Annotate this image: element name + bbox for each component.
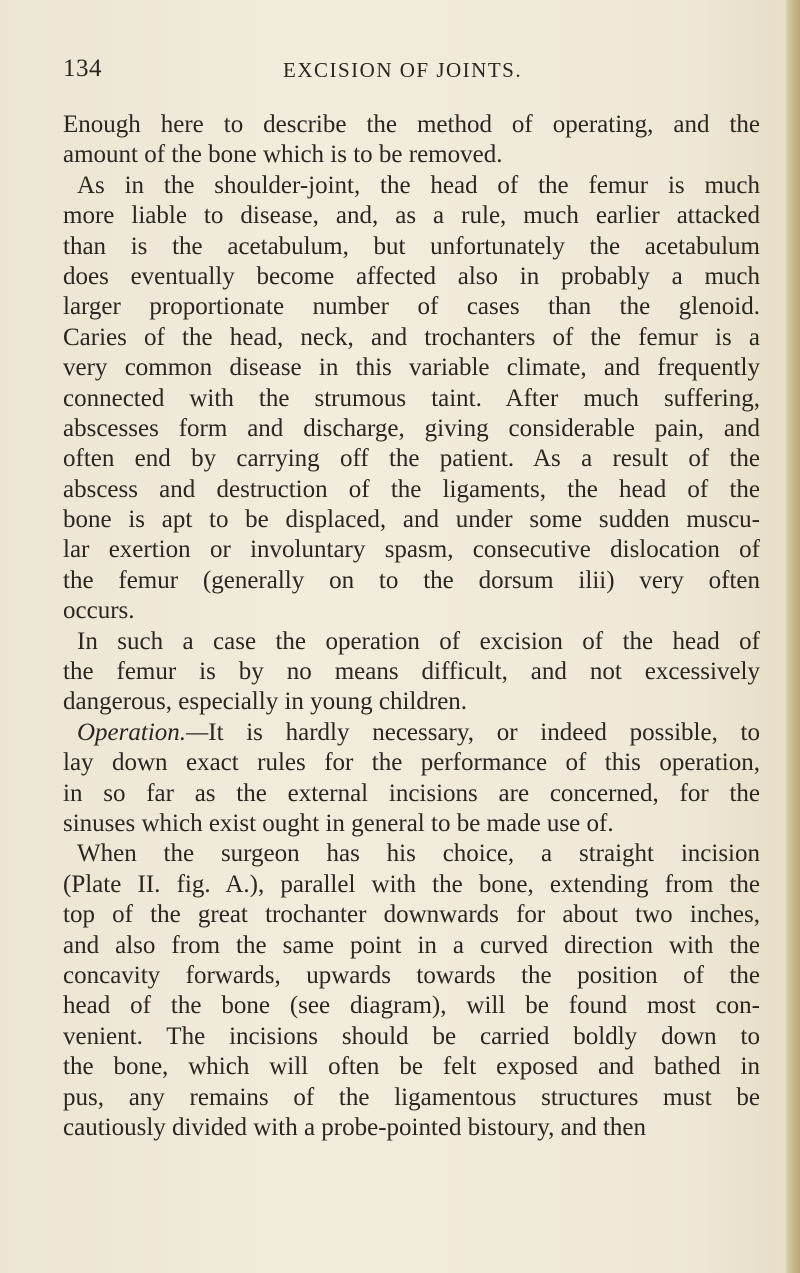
text-line: abscess and destruction of the ligaments, the head of the — [63, 475, 760, 503]
text-line: When the surgeon has his choice, a straight incision — [77, 840, 760, 868]
text-line: (Plate II. fig. A.), parallel with the bone, extending from the — [63, 870, 760, 898]
page-header — [63, 55, 743, 87]
text-line: concavity forwards, upwards towards the position of the — [63, 961, 760, 989]
text-line-operation — [63, 718, 760, 748]
text-line: does eventually become affected also in probably a much — [63, 262, 760, 290]
text-line: lar exertion or involuntary spasm, consecutive dislocation of — [63, 536, 760, 564]
text-line: Enough here to describe the method of operating, and the — [63, 111, 760, 138]
text-line: larger proportionate number of cases than the glenoid. — [63, 293, 760, 321]
text-line: sinuses which exist ought in general to be made use of. — [63, 809, 614, 837]
text-line: As in the shoulder-joint, the head of the femur is much — [77, 171, 760, 199]
operation-line-text: It is hardly necessary, or indeed possible, to — [208, 718, 760, 746]
text-line: very common disease in this variable climate, and frequently — [63, 354, 760, 382]
text-line: more liable to disease, and, as a rule, much earlier attacked — [63, 202, 760, 230]
text-line: in so far as the external incisions are concerned, for the — [63, 779, 760, 807]
text-line: venient. The incisions should be carried boldly down to — [63, 1022, 760, 1050]
text-line: cautiously divided with a probe-pointed bistoury, and then — [63, 1113, 646, 1141]
page-number: 134 — [63, 55, 102, 82]
body-text — [63, 110, 760, 1143]
page-edge — [786, 0, 800, 1273]
running-head: EXCISION OF JOINTS. — [283, 58, 523, 82]
text-line: occurs. — [63, 597, 135, 625]
text-line: the bone, which will often be felt exposed and bathed in — [63, 1053, 760, 1081]
text-line: top of the great trochanter downwards for about two inches, — [63, 901, 760, 929]
text-line: often end by carrying off the patient. As a result of the — [63, 445, 760, 473]
text-line: In such a case the operation of excision of the head of — [77, 627, 760, 655]
text-line: bone is apt to be displaced, and under some sudden muscu- — [63, 506, 760, 534]
text-line: than is the acetabulum, but unfortunately the acetabulum — [63, 232, 760, 260]
text-line: Caries of the head, neck, and trochanters of the femur is a — [63, 323, 760, 351]
text-line: and also from the same point in a curved direction with the — [63, 931, 760, 959]
text-line: the femur (generally on to the dorsum ilii) very often — [63, 566, 760, 594]
text-line: the femur is by no means difficult, and not excessively — [63, 658, 760, 686]
text-line: pus, any remains of the ligamentous structures must be — [63, 1083, 760, 1111]
text-line: dangerous, especially in young children. — [63, 688, 468, 716]
section-heading-operation: Operation.— — [77, 718, 209, 746]
text-line: head of the bone (see diagram), will be found most con- — [63, 992, 760, 1020]
text-line: connected with the strumous taint. After much suffering, — [63, 384, 760, 412]
text-line: lay down exact rules for the performance of this operation, — [63, 749, 760, 777]
text-line: amount of the bone which is to be removed. — [63, 141, 503, 169]
text-line: abscesses form and discharge, giving considerable pain, and — [63, 414, 760, 442]
